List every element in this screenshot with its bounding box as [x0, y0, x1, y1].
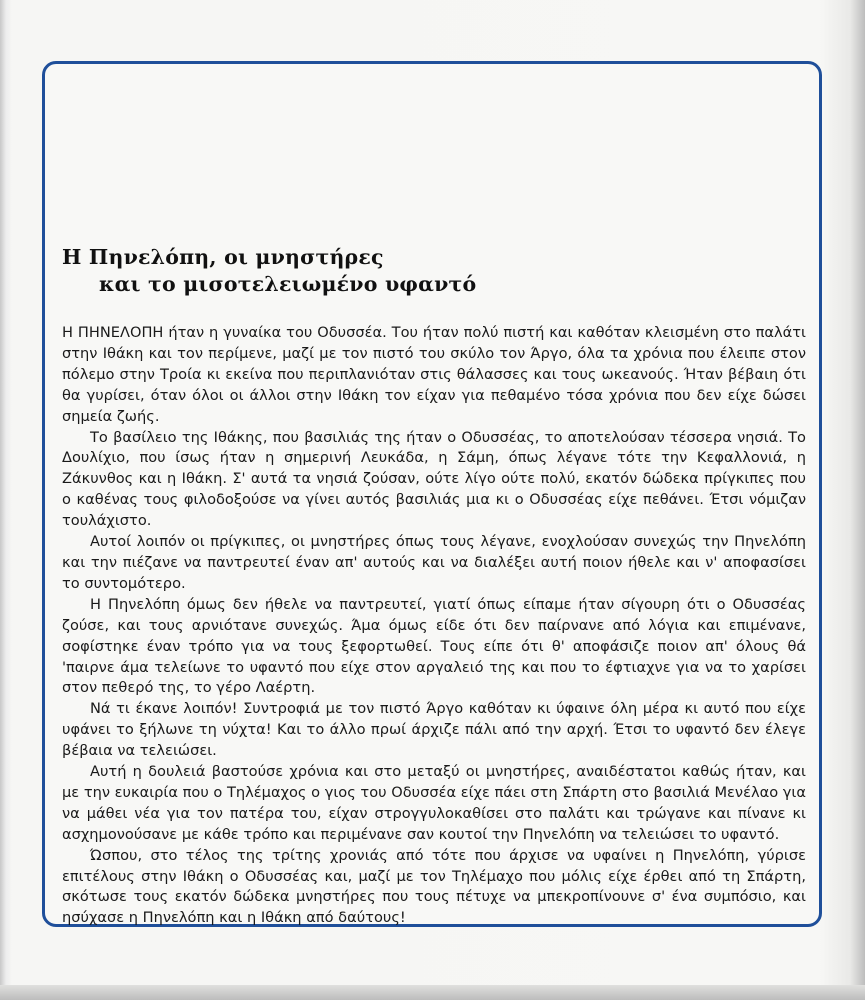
article-title — [62, 244, 562, 298]
title-line-2: και το μισοτελειωμένο υφαντό — [99, 272, 477, 296]
paragraph-7: Ώσπου, στο τέλος της τρίτης χρονιάς από τότε που άρχισε να υφαίνει η Πηνελόπη, γύρισε επιτέλους στην Ιθάκη ο Οδυσσέας και, μαζί με τον Τηλέμαχο που μόλις είχε έρθει από τη Σπάρτη, σκότωσε τους εκατόν δώδεκα μνηστήρες που τους πέτυχε να μπεκροπίνουνε σ' ένα συμπόσιο, και ησύχασε η Πηνελόπη και η Ιθάκη από δαύτους! — [62, 846, 806, 927]
paragraph-3: Αυτοί λοιπόν οι πρίγκιπες, οι μνηστήρες όπως τους λέγανε, ενοχλούσαν συνεχώς την Πηνελόπη και την πιέζανε να παντρευτεί έναν απ' αυτούς και να διαλέξει αυτή ποιον ήθελε και ν' αποφασίσει το συντομότερο. — [62, 533, 806, 592]
article-body — [62, 323, 806, 929]
page-bottom-edge — [0, 985, 865, 1000]
paragraph-1: Η ΠΗΝΕΛΟΠΗ ήταν η γυναίκα του Οδυσσέα. Του ήταν πολύ πιστή και καθόταν κλεισμένη στο παλάτι στην Ιθάκη και τον περίμενε, μαζί με τον πιστό του σκύλο τον Άργο, όλα τα χρόνια που έλειπε στον πόλεμο στην Τροία κι εκείνα που περιπλανιόταν στις θάλασσες και τους ωκεανούς. Ήταν βέβαιη ότι θα γυρίσει, όταν όλοι οι άλλοι στην Ιθάκη τον είχαν για πεθαμένο τόσα χρόνια που δεν είχε δώσει σημεία ζωής. — [62, 324, 806, 425]
paragraph-4: Η Πηνελόπη όμως δεν ήθελε να παντρευτεί, γιατί όπως είπαμε ήταν σίγουρη ότι ο Οδυσσέας ζούσε, και τους αρνιότανε συνεχώς. Άμα όμως είδε ότι δεν παίρνανε από λόγια και επιμένανε, σοφίστηκε έναν τρόπο για να τους ξεφορτωθεί. Τους είπε ότι θ' αποφάσιζε ποιον απ' όλους θά 'παιρνε άμα τελείωνε το υφαντό που είχε στον αργαλειό της και που το έφτιαχνε για να το χαρίσει στον πεθερό της, το γέρο Λαέρτη. — [62, 595, 806, 697]
paragraph-5: Νά τι έκανε λοιπόν! Συντροφιά με τον πιστό Άργο καθόταν κι ύφαινε όλη μέρα κι αυτό που είχε υφάνει τo ξήλωνε τη νύχτα! Και το άλλο πρωί άρχιζε πάλι από την αρχή. Έτσι το υφαντό δεν έλεγε βέβαια να τελειώσει. — [62, 700, 806, 760]
paragraph-6: Αυτή η δουλειά βαστούσε χρόνια και στο μεταξύ οι μνηστήρες, αναιδέστατοι καθώς ήταν, και με την ευκαιρία που ο Τηλέμαχος ο γιος του Οδυσσέα είχε πάει στη Σπάρτη στο βασιλιά Μενέλαο για να μάθει νέα για τον πατέρα του, είχαν στρογγυλοκαθίσει στο παλάτι και τρώγανε και πίνανε κι ασχημονούσανε με κάθε τρόπο και περιμένανε σαν κουτοί την Πηνελόπη να τελειώσει το υφαντό. — [62, 763, 806, 843]
paragraph-2: Το βασίλειο της Ιθάκης, που βασιλιάς της ήταν ο Οδυσσέας, το αποτελούσαν τέσσερα νησιά. Το Δουλίχιο, που ίσως ήταν η σημερινή Λευκάδα, η Σάμη, όπως λέγανε τότε την Κεφαλλονιά, η Ζάκυνθος και η Ιθάκη. Σ' αυτά τα νησιά ζούσαν, ούτε λίγο ούτε πολύ, εκατόν δώδεκα πρίγκιπες που ο καθένας τους φιλοδοξούσε να γίνει αυτός βασιλιάς μια κι ο Οδυσσέας είχε πεθάνει. Έτσι νόμιζαν τουλάχιστο. — [62, 428, 806, 530]
title-line-1: Η Πηνελόπη, οι μνηστήρες — [62, 245, 384, 269]
